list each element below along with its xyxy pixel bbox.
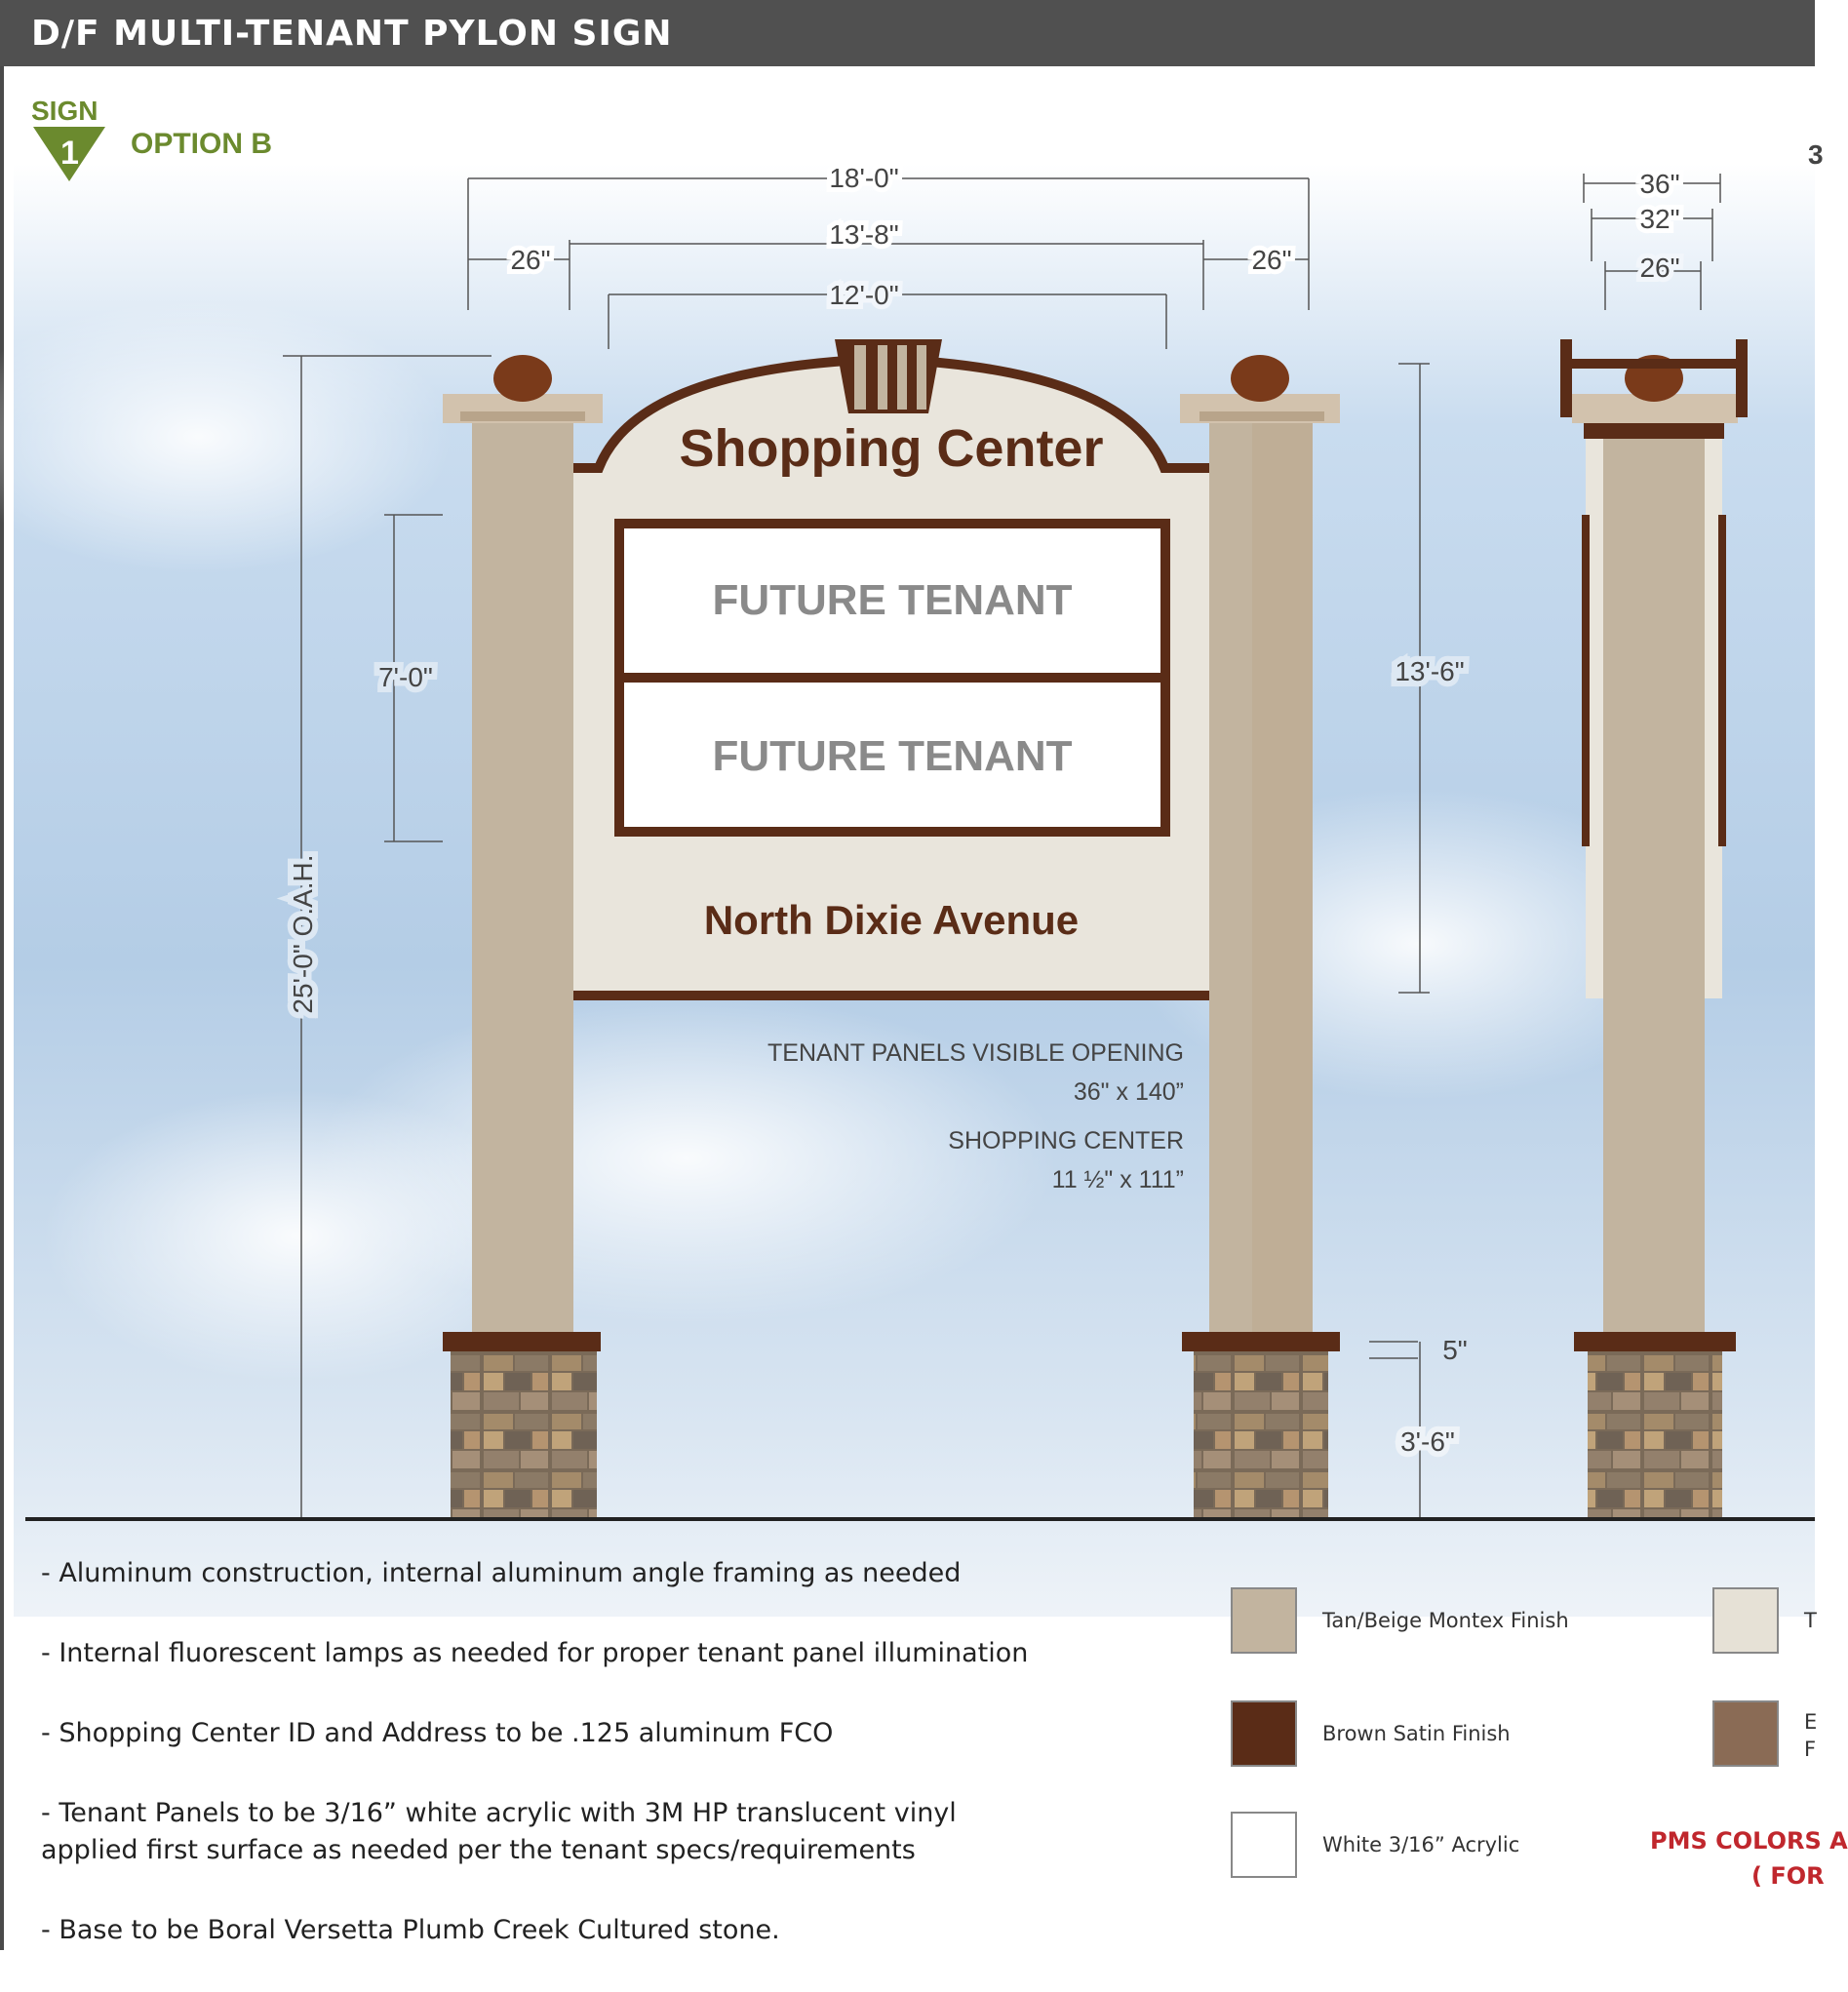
tenant-panel-2-text: FUTURE TENANT xyxy=(712,732,1073,780)
sign-drawing xyxy=(4,66,1824,1529)
badge-option: OPTION B xyxy=(131,128,273,160)
legend-label-right-1: T xyxy=(1804,1609,1817,1632)
swatch-brown xyxy=(1231,1700,1297,1767)
pms-line-2: ( FOR xyxy=(1751,1862,1825,1890)
badge-sign-word: SIGN xyxy=(31,96,98,126)
swatch-tan xyxy=(1231,1587,1297,1654)
badge-number: 1 xyxy=(60,135,79,172)
left-column-dome xyxy=(493,355,552,402)
legend-label-right-2: E F xyxy=(1804,1710,1818,1761)
header-bar xyxy=(0,0,1815,66)
note-item: - Tenant Panels to be 3/16” white acrylic with 3M HP translucent vinyl applied first surface as needed per the tenant specs/requirements xyxy=(41,1798,957,1865)
dim-side-inner: 26" xyxy=(1639,253,1680,283)
spec-line-1: TENANT PANELS VISIBLE OPENING xyxy=(767,1039,1184,1067)
pms-line-1: PMS COLORS A xyxy=(1650,1827,1848,1855)
dim-base: 3'-6" xyxy=(1400,1426,1455,1457)
legend-label-tan: Tan/Beige Montex Finish xyxy=(1322,1609,1569,1632)
note-item: - Base to be Boral Versetta Plumb Creek Cultured stone. xyxy=(41,1915,780,1945)
dim-side-outer: 36" xyxy=(1639,169,1680,199)
note-item: - Aluminum construction, internal aluminum angle framing as needed xyxy=(41,1558,962,1588)
address-label: North Dixie Avenue xyxy=(703,897,1080,943)
dim-overall-width: 18'-0" xyxy=(829,163,899,193)
dim-tenant-height: 7'-0" xyxy=(378,662,433,692)
sign-cabinet xyxy=(573,339,1209,1000)
right-column-brown-cap xyxy=(1182,1332,1340,1351)
side-bracket-right xyxy=(1736,339,1748,417)
legend-label-brown: Brown Satin Finish xyxy=(1322,1722,1511,1745)
left-column-brown-cap xyxy=(443,1332,601,1351)
swatch-light-texture xyxy=(1712,1587,1779,1654)
dim-cabinet-width: 13'-8" xyxy=(829,219,899,250)
dim-side-cut: 3 xyxy=(1808,139,1824,170)
side-brown-cap xyxy=(1574,1332,1736,1351)
dim-right-column: 26" xyxy=(1251,245,1292,275)
note-item: - Shopping Center ID and Address to be .125 aluminum FCO xyxy=(41,1718,834,1748)
spec-line-3: SHOPPING CENTER xyxy=(948,1127,1184,1154)
right-column-dome xyxy=(1231,355,1289,402)
left-column-shaft xyxy=(472,423,573,1332)
note-item: - Internal fluorescent lamps as needed for proper tenant panel illumination xyxy=(41,1638,1029,1668)
spec-line-2: 36" x 140” xyxy=(1073,1078,1184,1106)
notes-list xyxy=(41,1555,1192,1992)
pms-colors-note xyxy=(1650,1823,1848,1894)
shopping-center-label: Shopping Center xyxy=(679,419,1104,478)
side-view xyxy=(1560,339,1748,1517)
spec-line-4: 11 ½" x 111” xyxy=(1051,1166,1184,1193)
cabinet-bottom-trim xyxy=(573,991,1209,1000)
left-column-stone-base xyxy=(451,1351,597,1517)
side-column-shaft xyxy=(1603,423,1705,1332)
dim-cabinet-height: 13'-6" xyxy=(1395,656,1465,686)
page-title: D/F MULTI-TENANT PYLON SIGN xyxy=(31,14,673,54)
swatch-white xyxy=(1231,1812,1297,1878)
dim-cap: 5" xyxy=(1442,1335,1468,1365)
dim-opening-width: 12'-0" xyxy=(829,280,899,310)
dim-left-column: 26" xyxy=(510,245,551,275)
dim-overall-height: 25'-0" O.A.H. xyxy=(288,854,318,1014)
right-column-stone-base xyxy=(1194,1351,1328,1517)
tenant-panel-1-text: FUTURE TENANT xyxy=(712,576,1073,624)
side-bracket-left xyxy=(1560,339,1572,417)
dim-side-mid: 32" xyxy=(1639,204,1680,234)
legend-label-white: White 3/16” Acrylic xyxy=(1322,1833,1520,1856)
swatch-stone xyxy=(1712,1700,1779,1767)
side-stone-base xyxy=(1588,1351,1722,1517)
